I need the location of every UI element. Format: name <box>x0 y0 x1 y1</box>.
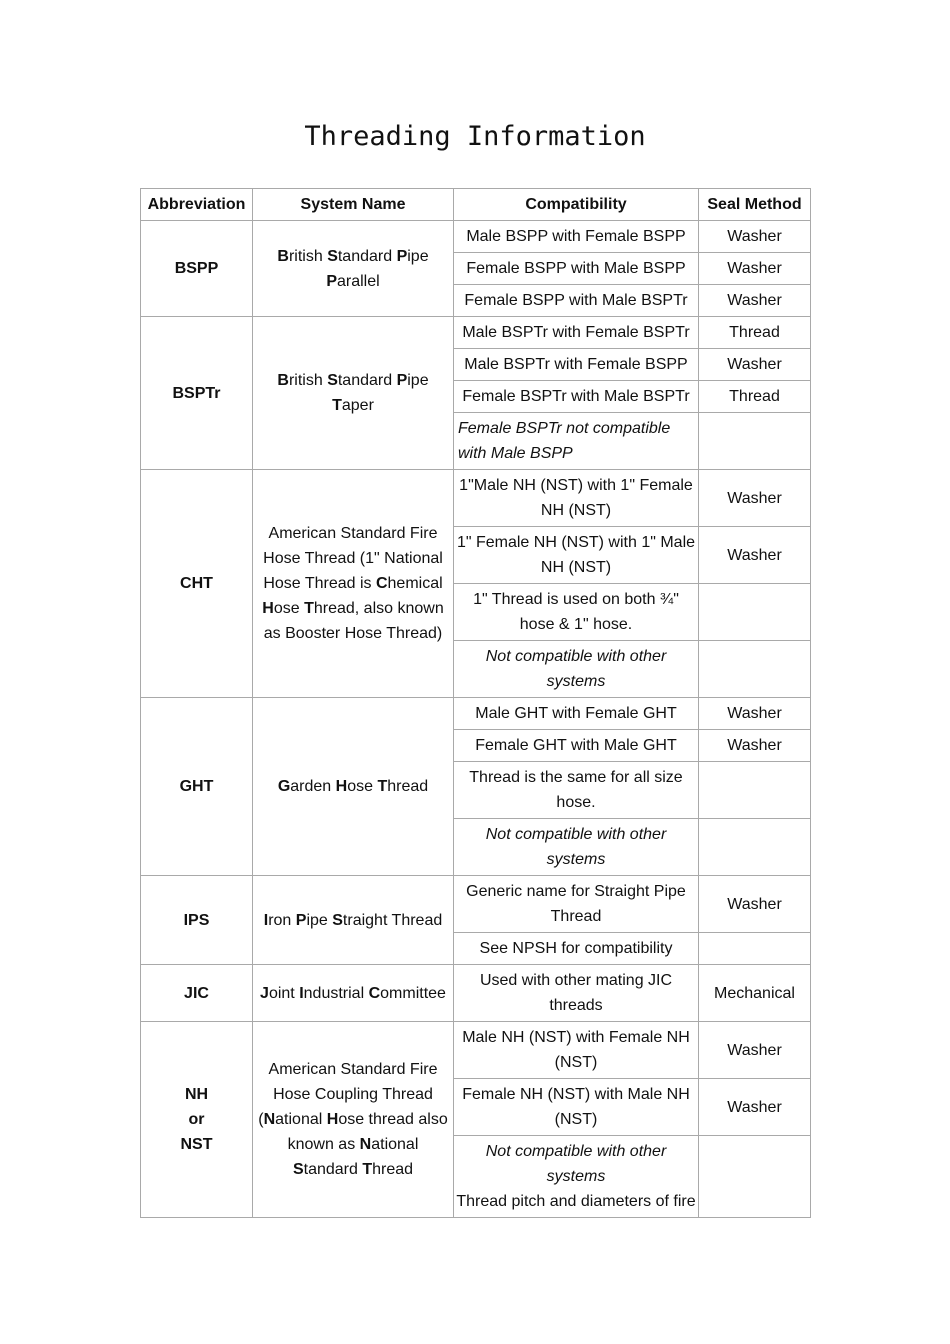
seal-cell: Washer <box>699 527 811 584</box>
system-name-cell: British Standard Pipe Taper <box>253 317 454 470</box>
seal-cell <box>699 641 811 698</box>
compat-cell: Male BSPTr with Female BSPP <box>454 349 699 381</box>
header-abbreviation: Abbreviation <box>141 189 253 221</box>
abbr-cell: IPS <box>141 876 253 965</box>
seal-cell <box>699 1136 811 1218</box>
seal-cell <box>699 762 811 819</box>
abbr-cell: BSPTr <box>141 317 253 470</box>
compat-cell: Female BSPTr not compatible with Male BSPP <box>454 413 699 470</box>
abbr-cell: GHT <box>141 698 253 876</box>
compat-cell: 1"Male NH (NST) with 1" Female NH (NST) <box>454 470 699 527</box>
seal-cell: Thread <box>699 381 811 413</box>
compat-cell: Male NH (NST) with Female NH (NST) <box>454 1022 699 1079</box>
system-name-cell: American Standard Fire Hose Thread (1" National Hose Thread is Chemical Hose Thread, also known as Booster Hose Thread) <box>253 470 454 698</box>
abbr-cell: BSPP <box>141 221 253 317</box>
seal-cell: Washer <box>699 470 811 527</box>
threading-table <box>140 188 811 1218</box>
seal-cell: Washer <box>699 1022 811 1079</box>
compat-cell: Female GHT with Male GHT <box>454 730 699 762</box>
table-row <box>141 876 811 933</box>
seal-cell: Mechanical <box>699 965 811 1022</box>
seal-cell: Washer <box>699 698 811 730</box>
page-title: Threading Information <box>304 121 646 152</box>
abbr-cell: JIC <box>141 965 253 1022</box>
header-row <box>141 189 811 221</box>
seal-cell: Washer <box>699 285 811 317</box>
seal-cell: Washer <box>699 349 811 381</box>
compat-cell: Not compatible with other systems Thread pitch and diameters of fire <box>454 1136 699 1218</box>
table-row <box>141 317 811 349</box>
table-row <box>141 1022 811 1079</box>
seal-cell: Washer <box>699 253 811 285</box>
table-row <box>141 698 811 730</box>
compat-cell: Thread is the same for all size hose. <box>454 762 699 819</box>
compat-cell: Male BSPP with Female BSPP <box>454 221 699 253</box>
compat-cell: 1" Female NH (NST) with 1" Male NH (NST) <box>454 527 699 584</box>
compat-cell: Female BSPTr with Male BSPTr <box>454 381 699 413</box>
compat-cell: See NPSH for compatibility <box>454 933 699 965</box>
seal-cell: Washer <box>699 1079 811 1136</box>
table-row <box>141 470 811 527</box>
header-system-name: System Name <box>253 189 454 221</box>
system-name-cell: Iron Pipe Straight Thread <box>253 876 454 965</box>
seal-cell <box>699 933 811 965</box>
seal-cell: Thread <box>699 317 811 349</box>
seal-cell: Washer <box>699 730 811 762</box>
seal-cell: Washer <box>699 221 811 253</box>
abbr-cell: CHT <box>141 470 253 698</box>
compat-cell: 1" Thread is used on both ¾" hose & 1" hose. <box>454 584 699 641</box>
system-name-cell: Garden Hose Thread <box>253 698 454 876</box>
table-row <box>141 221 811 253</box>
compat-cell: Not compatible with other systems <box>454 641 699 698</box>
compat-cell: Female NH (NST) with Male NH (NST) <box>454 1079 699 1136</box>
seal-cell: Washer <box>699 876 811 933</box>
compat-cell: Female BSPP with Male BSPTr <box>454 285 699 317</box>
compat-cell: Generic name for Straight Pipe Thread <box>454 876 699 933</box>
system-name-cell: Joint Industrial Committee <box>253 965 454 1022</box>
abbr-cell: NH or NST <box>141 1022 253 1218</box>
seal-cell <box>699 819 811 876</box>
system-name-cell: British Standard Pipe Parallel <box>253 221 454 317</box>
compat-cell: Male BSPTr with Female BSPTr <box>454 317 699 349</box>
compat-cell: Male GHT with Female GHT <box>454 698 699 730</box>
compat-cell: Not compatible with other systems <box>454 819 699 876</box>
compat-cell: Used with other mating JIC threads <box>454 965 699 1022</box>
header-seal-method: Seal Method <box>699 189 811 221</box>
system-name-cell: American Standard Fire Hose Coupling Thread (National Hose thread also known as National Standard Thread <box>253 1022 454 1218</box>
compat-cell: Female BSPP with Male BSPP <box>454 253 699 285</box>
seal-cell <box>699 413 811 470</box>
header-compatibility: Compatibility <box>454 189 699 221</box>
table-row <box>141 965 811 1022</box>
seal-cell <box>699 584 811 641</box>
